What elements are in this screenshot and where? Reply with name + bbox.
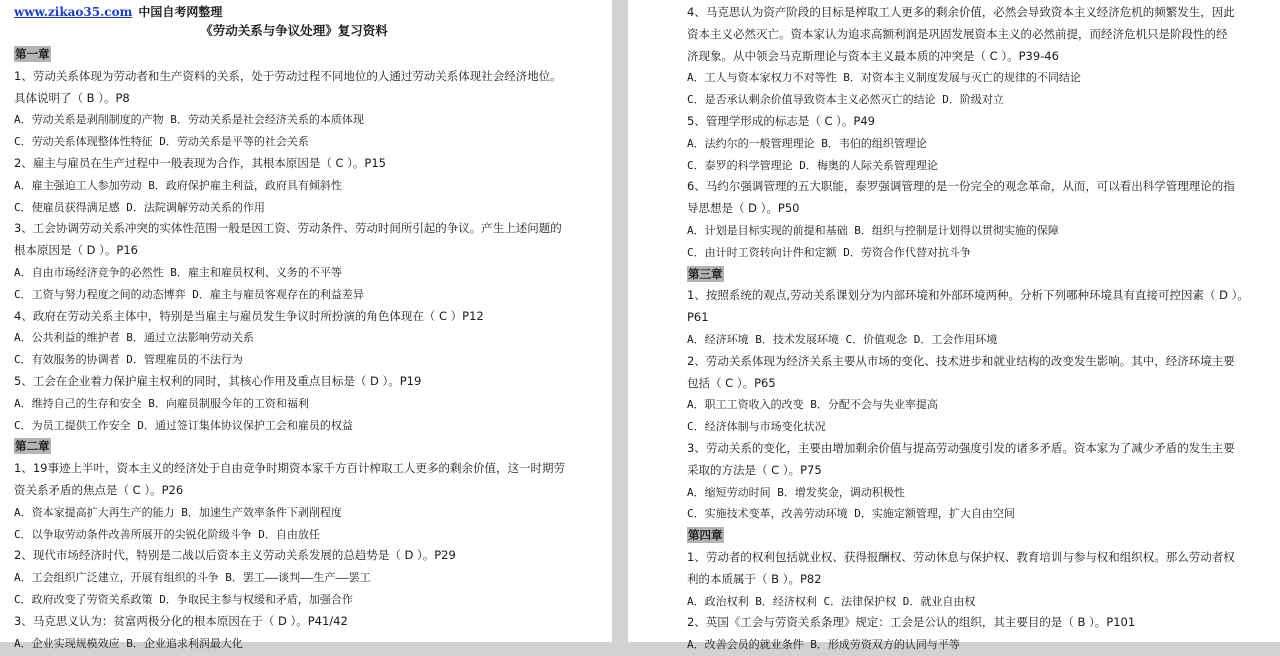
chapter-heading <box>687 525 1280 547</box>
question-line <box>14 371 612 393</box>
question-line <box>687 373 1280 395</box>
question-text: 4、政府在劳动关系主体中，特别是当雇主与雇员发生争议时所扮演的角色体现在（ C ）P12 <box>14 308 484 323</box>
question-text: 3、劳动关系的变化，主要由增加剩余价值与提高劳动强度引发的诸多矛盾。资本家为了减少矛盾的发生主要 <box>687 440 1235 455</box>
right-document-page <box>628 0 1280 652</box>
question-line <box>14 306 612 328</box>
question-line <box>14 240 612 262</box>
document-title: 《劳动关系与争议处理》复习资料 <box>200 23 388 38</box>
left-page-body <box>14 44 612 654</box>
left-document-page <box>0 0 612 650</box>
question-line <box>14 66 612 88</box>
chapter-heading <box>687 264 1280 286</box>
answer-options-line <box>14 633 612 655</box>
answer-options-line <box>14 567 612 589</box>
site-name: 中国自考网整理 <box>138 5 223 19</box>
question-text: 1、19事迹上半叶，资本主义的经济处于自由竞争时期资本家千方百计榨取工人更多的剩余价值，这一时期劳 <box>14 461 565 476</box>
answer-options-line <box>14 327 612 349</box>
question-text: 1、劳动关系体现为劳动者和生产资料的关系，处于劳动过程不同地位的人通过劳动关系体现社会经济地位。 <box>14 68 562 83</box>
answer-options-line <box>14 284 612 306</box>
answer-options-line <box>687 416 1280 438</box>
question-text: P61 <box>687 310 709 325</box>
answer-options-line <box>14 524 612 546</box>
answer-options-line <box>14 175 612 197</box>
answer-options-line <box>687 220 1280 242</box>
question-text: 采取的方法是（ C ）。P75 <box>687 462 822 477</box>
question-text: 资本主义必然灭亡。资本家认为追求高额利润是巩固发展资本主义的必然前提，而经济危机只是阶段性的经 <box>687 26 1228 41</box>
question-text: 5、工会在企业着力保护雇主权利的同时，其核心作用及重点目标是（ D ）。P19 <box>14 373 422 388</box>
answer-options-line <box>14 589 612 611</box>
question-line <box>14 545 612 567</box>
chapter-heading-text: 第三章 <box>688 266 723 281</box>
chapter-heading <box>14 436 612 458</box>
question-line <box>687 176 1280 198</box>
answer-options-line <box>14 109 612 131</box>
question-text: 4、马克思认为资产阶段的目标是榨取工人更多的剩余价值，必然会导致资本主义经济危机的频繁发生，因此 <box>687 5 1235 19</box>
answer-options-text: A．资本家提高扩大再生产的能力 B．加速生产效率条件下剥削程度 <box>14 505 342 519</box>
answer-options-text: C．使雇员获得满足感 D．法院调解劳动关系的作用 <box>14 200 265 214</box>
question-text: 2、英国《工会与劳资关系条理》规定：工会是公认的组织，其主要目的是（ B ）。P101 <box>687 615 1136 630</box>
answer-options-text: A．政治权利 B．经济权利 C．法律保护权 D．就业自由权 <box>687 594 976 608</box>
question-text: 根本原因是（ D ）。P16 <box>14 243 138 258</box>
answer-options-text: C．是否承认剩余价值导致资本主义必然灭亡的结论 D．阶级对立 <box>687 93 1004 107</box>
answer-options-text: A．缩短劳动时间 B．增发奖金，调动积极性 <box>687 485 905 499</box>
answer-options-line <box>687 133 1280 155</box>
answer-options-text: A．工人与资本家权力不对等性 B．对资本主义制度发展与灭亡的规律的不同结论 <box>687 71 1081 85</box>
answer-options-text: A．经济环境 B．技术发展环境 C．价值观念 D．工会作用环境 <box>687 332 998 346</box>
question-line <box>687 460 1280 482</box>
question-text: 1、按照系统的观点,劳动关系课划分为内部环境和外部环境两种。分析下列哪种环境具有直接可控因素（ D ）。 <box>687 288 1249 303</box>
question-line <box>687 547 1280 569</box>
question-text: 3、马克思义认为：贫富两极分化的根本原因在于（ D ）。P41/42 <box>14 613 348 628</box>
chapter-heading-text: 第一章 <box>15 47 50 61</box>
answer-options-line <box>14 349 612 371</box>
answer-options-line <box>14 415 612 437</box>
answer-options-line <box>14 393 612 415</box>
question-line <box>14 611 612 633</box>
answer-options-text: A．雇主强迫工人参加劳动 B．政府保护雇主利益，政府具有倾斜性 <box>14 178 342 192</box>
answer-options-text: A．法约尔的一般管理理论 B．韦伯的组织管理论 <box>687 136 927 150</box>
question-line <box>687 24 1280 46</box>
answer-options-line <box>687 329 1280 351</box>
chapter-heading <box>14 44 612 66</box>
question-line <box>687 2 1280 24</box>
answer-options-text: C．泰罗的科学管理论 D．梅奥的人际关系管理理论 <box>687 158 938 172</box>
answer-options-text: C．实施技术变革，改善劳动环境 D．实施定额管理，扩大自由空间 <box>687 507 1015 521</box>
answer-options-line <box>14 197 612 219</box>
answer-options-line <box>687 67 1280 89</box>
question-text: 济现象。从中领会马克斯理论与资本主义最本质的冲突是（ C ）。P39-46 <box>687 48 1059 63</box>
page-header <box>14 2 612 24</box>
answer-options-line <box>687 503 1280 525</box>
answer-options-line <box>687 242 1280 264</box>
answer-options-line <box>687 482 1280 504</box>
site-link[interactable]: www.zikao35.com <box>14 5 133 19</box>
answer-options-text: C．为员工提供工作安全 D．通过签订集体协议保护工会和雇员的权益 <box>14 418 353 432</box>
question-line <box>687 198 1280 220</box>
answer-options-text: A．工会组织广泛建立，开展有组织的斗争 B．罢工——谈判——生产——罢工 <box>14 571 371 585</box>
right-page-body <box>687 2 1280 656</box>
answer-options-line <box>14 131 612 153</box>
question-text: 3、工会协调劳动关系冲突的实体性范围一般是因工资、劳动条件、劳动时间所引起的争议。产生上述问题的 <box>14 221 562 236</box>
answer-options-text: C．有效服务的协调者 D．管理雇员的不法行为 <box>14 353 243 367</box>
question-line <box>14 218 612 240</box>
answer-options-text: A．公共利益的维护者 B．通过立法影响劳动关系 <box>14 331 254 345</box>
question-line <box>687 285 1280 307</box>
answer-options-text: C．工资与努力程度之间的动态博弈 D．雇主与雇员客观存在的利益差异 <box>14 287 364 301</box>
answer-options-text: C．由计时工资转向计件和定额 D．劳资合作代替对抗斗争 <box>687 245 971 259</box>
answer-options-line <box>687 591 1280 613</box>
answer-options-text: A．改善会员的就业条件 B．形成劳资双方的认同与平等 <box>687 638 960 652</box>
answer-options-text: A．职工工资收入的改变 B．分配不会与失业率提高 <box>687 398 938 412</box>
answer-options-line <box>687 155 1280 177</box>
answer-options-text: A．劳动关系是剥削制度的产物 B．劳动关系是社会经济关系的本质体现 <box>14 113 364 127</box>
question-line <box>687 307 1280 329</box>
answer-options-text: A．计划是目标实现的前提和基础 B．组织与控制是计划得以贯彻实施的保障 <box>687 223 1059 237</box>
answer-options-text: A．企业实现规模效应 B．企业追求利润最大化 <box>14 636 243 650</box>
answer-options-line <box>14 262 612 284</box>
answer-options-text: A．自由市场经济竞争的必然性 B．雇主和雇员权利、义务的不平等 <box>14 265 342 279</box>
question-line <box>687 46 1280 68</box>
question-line <box>14 480 612 502</box>
question-text: 2、劳动关系体现为经济关系主要从市场的变化、技术进步和就业结构的改变发生影响。其中，经济环境主要 <box>687 353 1235 368</box>
question-line <box>687 438 1280 460</box>
question-text: 包括（ C ）。P65 <box>687 375 776 390</box>
answer-options-text: C．以争取劳动条件改善所展开的尖锐化阶级斗争 D．自由放任 <box>14 527 320 541</box>
question-text: 1、劳动者的权利包括就业权、获得报酬权、劳动休息与保护权、教育培训与参与权和组织权。那么劳动者权 <box>687 549 1235 564</box>
question-text: 6、马约尔强调管理的五大职能，泰罗强调管理的是一份完全的观念革命，从而，可以看出科学管理理论的指 <box>687 179 1235 194</box>
answer-options-line <box>687 89 1280 111</box>
question-line <box>14 88 612 110</box>
question-line <box>14 458 612 480</box>
answer-options-line <box>14 502 612 524</box>
question-text: 导思想是（ D ）。P50 <box>687 201 800 216</box>
question-line <box>687 569 1280 591</box>
question-text: 资关系矛盾的焦点是（ C ）。P26 <box>14 482 184 497</box>
page-gutter <box>612 0 628 642</box>
question-line <box>687 612 1280 634</box>
question-text: 5、管理学形成的标志是（ C ）。P49 <box>687 113 875 128</box>
answer-options-line <box>687 394 1280 416</box>
question-text: 2、现代市场经济时代，特别是二战以后资本主义劳动关系发展的总趋势是（ D ）。P29 <box>14 548 456 563</box>
chapter-heading-text: 第四章 <box>688 528 723 543</box>
question-line <box>687 351 1280 373</box>
answer-options-line <box>687 634 1280 656</box>
question-text: 具体说明了（ B ）。P8 <box>14 90 130 105</box>
chapter-heading-text: 第二章 <box>15 439 50 454</box>
answer-options-text: C．经济体制与市场变化状况 <box>687 420 826 434</box>
question-text: 2、雇主与雇员在生产过程中一般表现为合作，其根本原因是（ C ）。P15 <box>14 155 386 170</box>
question-line <box>687 111 1280 133</box>
question-text: 利的本质属于（ B ）。P82 <box>687 571 822 586</box>
answer-options-text: C．劳动关系体现整体性特征 D．劳动关系是平等的社会关系 <box>14 135 309 149</box>
question-line <box>14 153 612 175</box>
answer-options-text: A．维持自己的生存和安全 B．向雇员制服今年的工资和福利 <box>14 396 309 410</box>
answer-options-text: C．政府改变了劳资关系政策 D．争取民主参与权缓和矛盾，加强合作 <box>14 592 353 606</box>
